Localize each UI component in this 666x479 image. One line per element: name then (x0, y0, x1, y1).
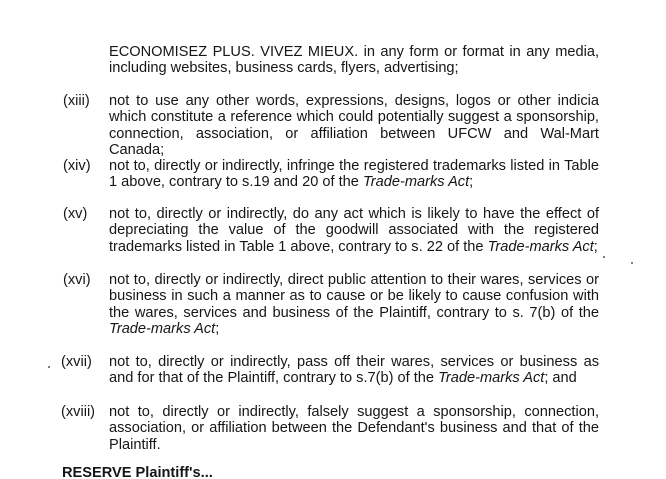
clause-text: not to use any other words, expressions, designs, logos or other indicia which constitute a reference which could potentially suggest a sponsorship, connection, association, or affiliation between UFCW and Wal-Mart Canada; (109, 93, 599, 158)
clause-text: not to, directly or indirectly, do any act which is likely to have the effect of depreciating the value of the goodwill associated with the registered trademarks listed in Table 1 above, contrary to s. 22 of the Trade-marks Act; (109, 206, 599, 255)
clause-numeral: (xvi) (63, 272, 91, 288)
act-name: Trade-marks Act (438, 370, 545, 387)
scan-speck (48, 366, 50, 368)
act-name: Trade-marks Act (109, 320, 216, 337)
clause-numeral: (xiv) (63, 158, 91, 174)
clause-text: not to, directly or indirectly, falsely suggest a sponsorship, connection, association, or affiliation between the Defendant's business and that of the Plaintiff. (109, 404, 599, 453)
cutoff-next-line: RESERVE Plaintiff's... (62, 465, 213, 479)
clause-numeral: (xviii) (61, 404, 96, 420)
clause-numeral: (xiii) (63, 93, 90, 109)
act-name: Trade-marks Act (362, 174, 470, 191)
clause-text: not to, directly or indirectly, direct public attention to their wares, services or business in such a manner as to cause or be likely to cause confusion with the wares, services and business of the Plaintiff, contrary to s. 7(b) of the Trade-marks Act; (109, 272, 599, 337)
act-name: Trade-marks Act (487, 238, 594, 255)
clause-text: not to, directly or indirectly, pass off their wares, services or business as and for that of the Plaintiff, contrary to s.7(b) of the Trade-marks Act; and (109, 354, 599, 387)
continuation-text: ECONOMISEZ PLUS. VIVEZ MIEUX. in any form or format in any media, including websites, business cards, flyers, advertising; (109, 44, 599, 77)
clause-numeral: (xvii) (61, 354, 92, 370)
scan-speck (603, 256, 605, 258)
clause-text: not to, directly or indirectly, infringe the registered trademarks listed in Table 1 above, contrary to s.19 and 20 of the Trade-marks Act; (109, 158, 599, 191)
scan-speck (631, 262, 633, 264)
clause-numeral: (xv) (63, 206, 88, 222)
